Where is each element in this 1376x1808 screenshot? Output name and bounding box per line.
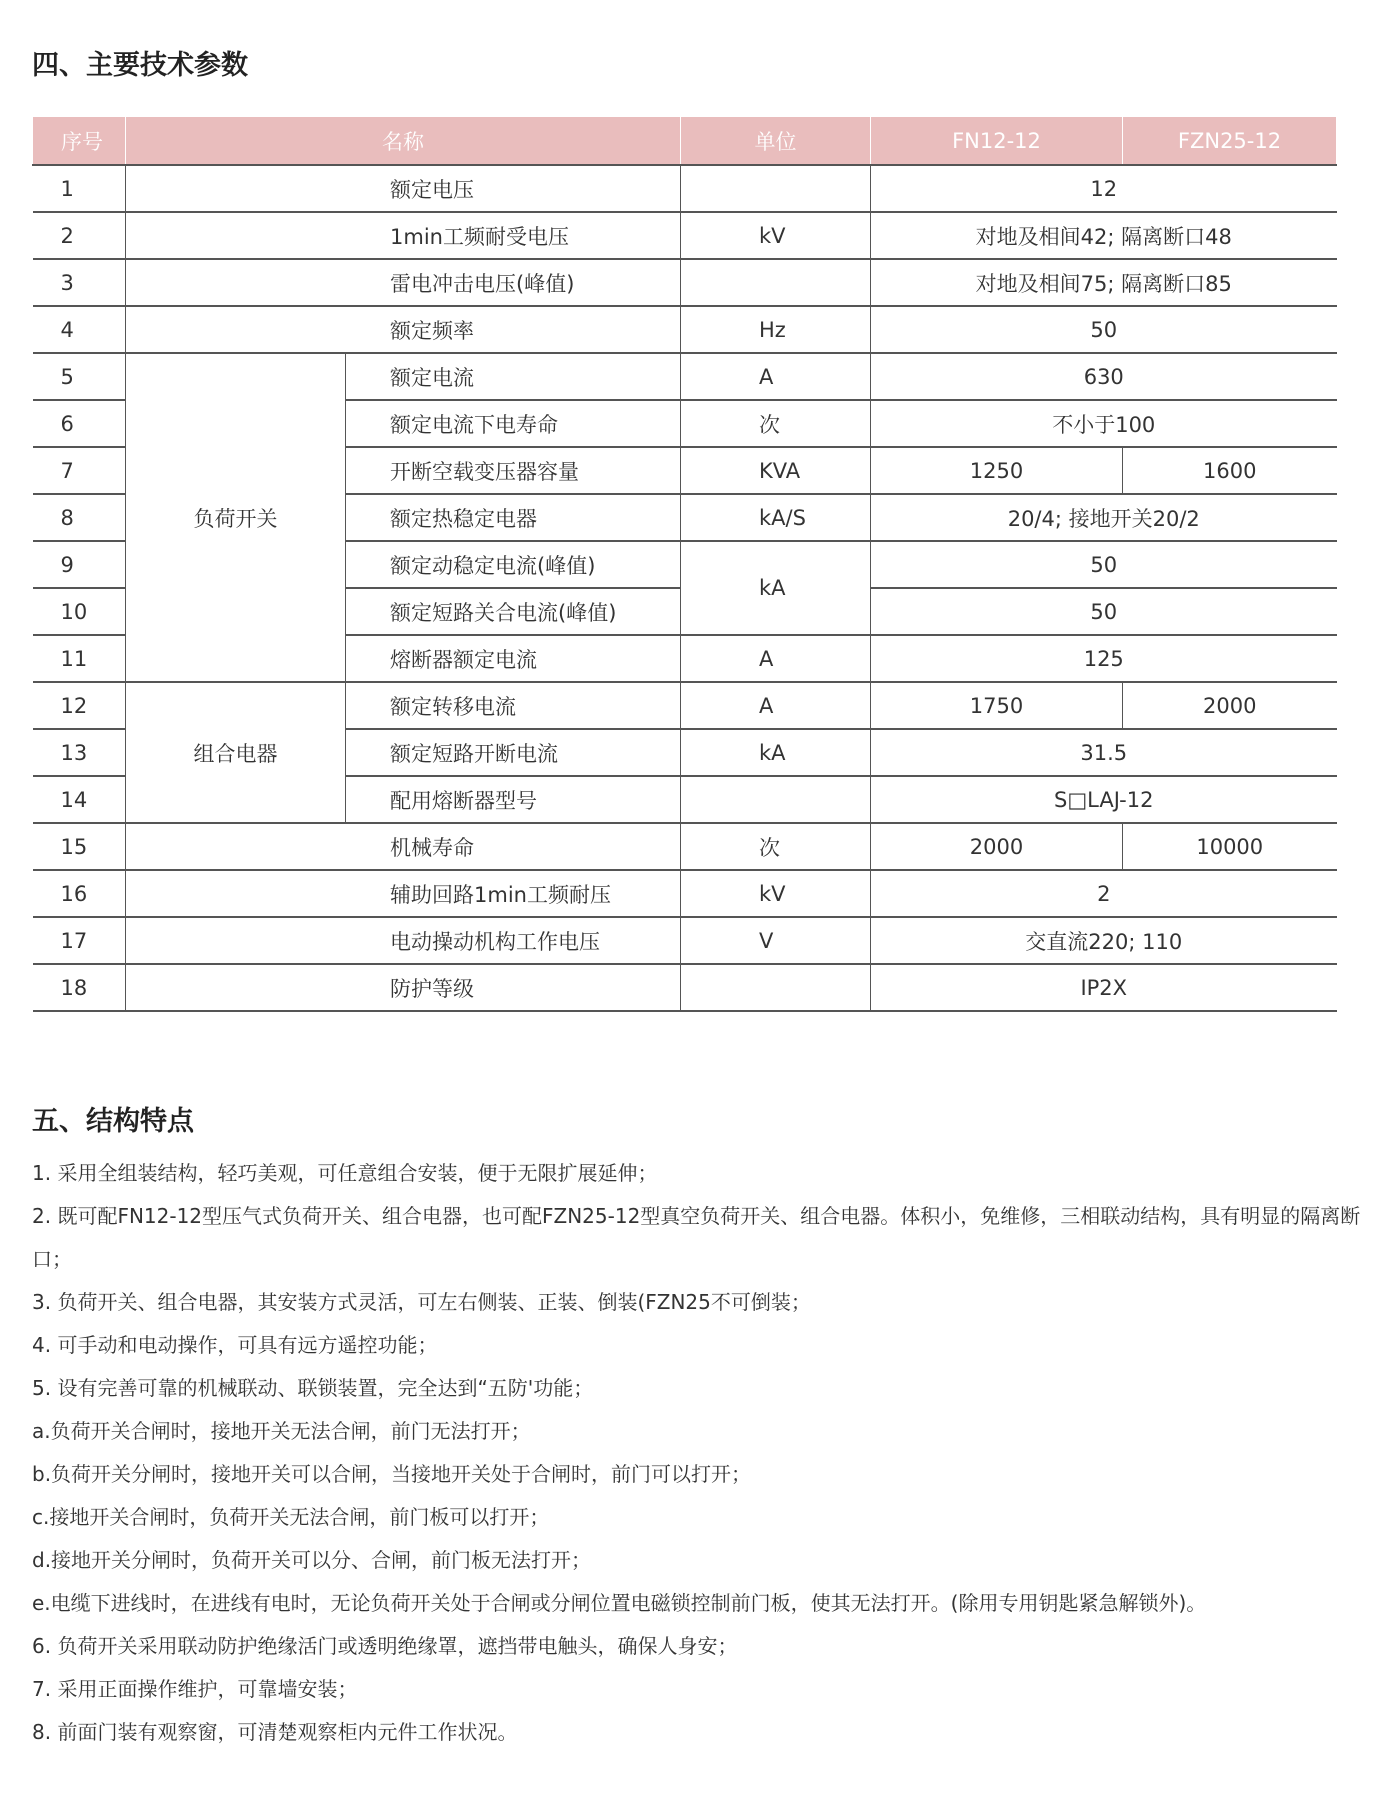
row-unit xyxy=(681,259,871,306)
feature-item: c.接地开关合闸时，负荷开关无法合闸，前门板可以打开； xyxy=(32,1505,550,1529)
table-row xyxy=(33,870,1337,917)
row-unit: KVA xyxy=(681,447,871,494)
row-number: 15 xyxy=(33,823,126,870)
group-combined: 组合电器 xyxy=(126,682,346,823)
row-number: 12 xyxy=(33,682,126,729)
row-unit: 次 xyxy=(681,823,871,870)
row-value: 12 xyxy=(871,165,1337,212)
row-value-a: 2000 xyxy=(871,823,1123,870)
row-unit: kV xyxy=(681,870,871,917)
row-number: 6 xyxy=(33,400,126,447)
row-value: 50 xyxy=(871,541,1337,588)
feature-item: b.负荷开关分闸时，接地开关可以合闸，当接地开关处于合闸时，前门可以打开； xyxy=(32,1462,752,1486)
row-number: 4 xyxy=(33,306,126,353)
row-value: 630 xyxy=(871,353,1337,400)
row-number: 5 xyxy=(33,353,126,400)
row-unit: 次 xyxy=(681,400,871,447)
row-number: 18 xyxy=(33,964,126,1011)
table-header-row xyxy=(33,117,1337,165)
row-unit: A xyxy=(681,682,871,729)
row-value: 50 xyxy=(871,588,1337,635)
row-name: 防护等级 xyxy=(126,964,681,1011)
feature-item: 4. 可手动和电动操作，可具有远方遥控功能； xyxy=(32,1333,438,1357)
parameters-table xyxy=(32,117,1337,1012)
row-number: 16 xyxy=(33,870,126,917)
row-value-b: 2000 xyxy=(1123,682,1337,729)
feature-item: d.接地开关分闸时，负荷开关可以分、合闸，前门板无法打开； xyxy=(32,1548,592,1572)
table-row xyxy=(33,353,1337,400)
section-title-parameters: 四、主要技术参数 xyxy=(32,50,248,81)
row-value: 125 xyxy=(871,635,1337,682)
row-name: 开断空载变压器容量 xyxy=(346,447,681,494)
row-name: 额定短路开断电流 xyxy=(346,729,681,776)
row-value: 2 xyxy=(871,870,1337,917)
row-unit: A xyxy=(681,353,871,400)
row-number: 11 xyxy=(33,635,126,682)
table-row xyxy=(33,259,1337,306)
row-number: 10 xyxy=(33,588,126,635)
header-no: 序号 xyxy=(33,117,126,165)
feature-item: 6. 负荷开关采用联动防护绝缘活门或透明绝缘罩，遮挡带电触头，确保人身安； xyxy=(32,1634,738,1658)
row-unit: Hz xyxy=(681,306,871,353)
row-number: 8 xyxy=(33,494,126,541)
table-row xyxy=(33,306,1337,353)
row-number: 3 xyxy=(33,259,126,306)
row-unit: kA/S xyxy=(681,494,871,541)
row-unit xyxy=(681,165,871,212)
row-value: 交直流220; 110 xyxy=(871,917,1337,964)
feature-item: 3. 负荷开关、组合电器，其安装方式灵活，可左右侧装、正装、倒装(FZN25不可倒装； xyxy=(32,1290,811,1314)
section-title-features: 五、结构特点 xyxy=(32,1106,194,1137)
feature-item: 2. 既可配FN12-12型压气式负荷开关、组合电器，也可配FZN25-12型真空负荷开关、组合电器。体积小，免维修，三相联动结构，具有明显的隔离断口； xyxy=(32,1204,1361,1271)
feature-item: 5. 设有完善可靠的机械联动、联锁装置，完全达到“五防'功能； xyxy=(32,1376,594,1400)
table-row xyxy=(33,165,1337,212)
row-value-b: 1600 xyxy=(1123,447,1337,494)
header-name: 名称 xyxy=(126,117,681,165)
row-name: 额定频率 xyxy=(126,306,681,353)
row-number: 2 xyxy=(33,212,126,259)
row-unit: A xyxy=(681,635,871,682)
row-unit: V xyxy=(681,917,871,964)
row-value-b: 10000 xyxy=(1123,823,1337,870)
row-name: 额定电流 xyxy=(346,353,681,400)
row-name: 辅助回路1min工频耐压 xyxy=(126,870,681,917)
row-value: S□LAJ-12 xyxy=(871,776,1337,823)
row-name: 额定动稳定电流(峰值) xyxy=(346,541,681,588)
feature-item: e.电缆下进线时，在进线有电时，无论负荷开关处于合闸或分闸位置电磁锁控制前门板，使其无法打开。(除用专用钥匙紧急解锁外)。 xyxy=(32,1591,1207,1615)
feature-item: 7. 采用正面操作维护，可靠墙安装； xyxy=(32,1677,358,1701)
row-number: 7 xyxy=(33,447,126,494)
row-value: 对地及相间42; 隔离断口48 xyxy=(871,212,1337,259)
row-unit: kV xyxy=(681,212,871,259)
row-number: 14 xyxy=(33,776,126,823)
row-value: 50 xyxy=(871,306,1337,353)
row-name: 额定电压 xyxy=(126,165,681,212)
row-number: 13 xyxy=(33,729,126,776)
row-value-a: 1750 xyxy=(871,682,1123,729)
row-number: 17 xyxy=(33,917,126,964)
features-list xyxy=(32,1152,1372,1754)
table-row xyxy=(33,917,1337,964)
row-value-a: 1250 xyxy=(871,447,1123,494)
row-name: 额定短路关合电流(峰值) xyxy=(346,588,681,635)
table-row xyxy=(33,964,1337,1011)
row-name: 熔断器额定电流 xyxy=(346,635,681,682)
header-model-b: FZN25-12 xyxy=(1123,117,1337,165)
row-name: 额定转移电流 xyxy=(346,682,681,729)
feature-item: 1. 采用全组装结构，轻巧美观，可任意组合安装，便于无限扩展延伸； xyxy=(32,1161,658,1185)
feature-item: a.负荷开关合闸时，接地开关无法合闸，前门无法打开； xyxy=(32,1419,531,1443)
table-row xyxy=(33,682,1337,729)
row-name: 配用熔断器型号 xyxy=(346,776,681,823)
header-model-a: FN12-12 xyxy=(871,117,1123,165)
row-name: 电动操动机构工作电压 xyxy=(126,917,681,964)
row-number: 1 xyxy=(33,165,126,212)
row-unit: kA xyxy=(681,729,871,776)
table-row xyxy=(33,823,1337,870)
row-value: IP2X xyxy=(871,964,1337,1011)
row-name: 1min工频耐受电压 xyxy=(126,212,681,259)
row-number: 9 xyxy=(33,541,126,588)
feature-item: 8. 前面门装有观察窗，可清楚观察柜内元件工作状况。 xyxy=(32,1720,518,1744)
row-value: 31.5 xyxy=(871,729,1337,776)
group-load-switch: 负荷开关 xyxy=(126,353,346,682)
row-value: 对地及相间75; 隔离断口85 xyxy=(871,259,1337,306)
row-unit: kA xyxy=(681,541,871,635)
row-name: 机械寿命 xyxy=(126,823,681,870)
row-unit xyxy=(681,776,871,823)
row-name: 额定热稳定电器 xyxy=(346,494,681,541)
row-name: 雷电冲击电压(峰值) xyxy=(126,259,681,306)
row-unit xyxy=(681,964,871,1011)
table-row xyxy=(33,212,1337,259)
header-unit: 单位 xyxy=(681,117,871,165)
row-name: 额定电流下电寿命 xyxy=(346,400,681,447)
row-value: 不小于100 xyxy=(871,400,1337,447)
row-value: 20/4; 接地开关20/2 xyxy=(871,494,1337,541)
